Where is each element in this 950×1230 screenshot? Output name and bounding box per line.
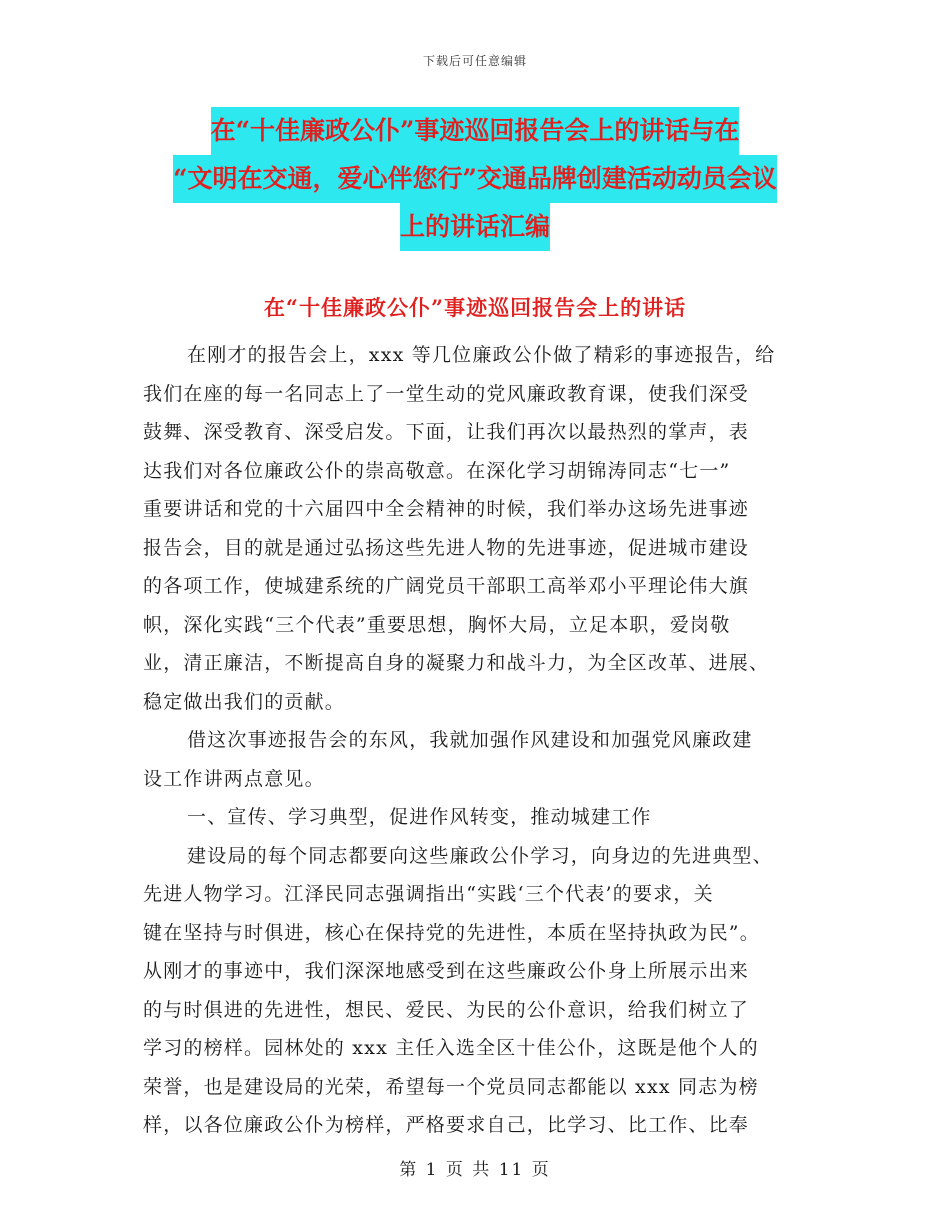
document-title-line-2: “文明在交通，爱心伴您行”交通品牌创建活动动员会议 [173, 155, 777, 203]
page-header-note: 下载后可任意编辑 [422, 54, 527, 68]
paragraph-line: 达我们对各位廉政公仆的崇高敬意。在深化学习胡锦涛同志“七一” [143, 459, 731, 482]
paragraph-line: 学习的榜样。园林处的 xxx 主任入选全区十佳公仆，这既是他个人的 [143, 1037, 759, 1059]
body-text [143, 336, 813, 1145]
paragraph-line: 键在坚持与时俱进，核心在保持党的先进性，本质在坚持执政为民”。 [143, 921, 760, 944]
document-title [140, 107, 810, 251]
page-number-footer: 第 1 页 共 11 页 [399, 1160, 551, 1180]
paragraph-line: 报告会，目的就是通过弘扬这些先进人物的先进事迹，促进城市建设 [143, 536, 750, 559]
paragraph-line: 从刚才的事迹中，我们深深地感受到在这些廉政公仆身上所展示出来 [143, 960, 750, 982]
paragraph-line: 在刚才的报告会上，xxx 等几位廉政公仆做了精彩的事迹报告，给 [187, 344, 776, 366]
paragraph-line: 重要讲话和党的十六届四中全会精神的时候，我们举办这场先进事迹 [143, 498, 750, 520]
paragraph-line: 我们在座的每一名同志上了一堂生动的党风廉政教育课，使我们深受 [143, 382, 750, 405]
document-title-line-3: 上的讲话汇编 [400, 203, 550, 251]
paragraph-line: 建设局的每个同志都要向这些廉政公仆学习，向身边的先进典型、 [187, 844, 773, 867]
section-title: 在“十佳廉政公仆”事迹巡回报告会上的讲话 [263, 295, 687, 320]
paragraph-line: 设工作讲两点意见。 [143, 767, 325, 790]
paragraph-line: 的各项工作，使城建系统的广阔党员干部职工高举邓小平理论伟大旗 [143, 575, 750, 597]
paragraph-line: 样，以各位廉政公仆为榜样，严格要求自己，比学习、比工作、比奉 [143, 1114, 750, 1136]
paragraph-line: 稳定做出我们的贡献。 [143, 690, 346, 713]
paragraph-line: 业，清正廉洁，不断提高自身的凝聚力和战斗力，为全区改革、进展、 [143, 652, 770, 674]
paragraph-line: 借这次事迹报告会的东风，我就加强作风建设和加强党风廉政建 [187, 729, 753, 751]
paragraph-line: 帜，深化实践“三个代表”重要思想，胸怀大局，立足本职，爱岗敬 [143, 613, 731, 636]
paragraph-line: 荣誉，也是建设局的光荣，希望每一个党员同志都能以 xxx 同志为榜 [143, 1075, 759, 1098]
document-title-line-1: 在“十佳廉政公仆”事迹巡回报告会上的讲话与在 [211, 107, 740, 155]
paragraph-line: 鼓舞、深受教育、深受启发。下面，让我们再次以最热烈的掌声，表 [143, 421, 750, 443]
paragraph-line: 的与时俱进的先进性，想民、爱民、为民的公仆意识，给我们树立了 [143, 998, 750, 1021]
paragraph-line: 先进人物学习。江泽民同志强调指出“实践‘三个代表’的要求，关 [143, 883, 714, 905]
subheading-line: 一、宣传、学习典型，促进作风转变，推动城建工作 [187, 806, 652, 828]
